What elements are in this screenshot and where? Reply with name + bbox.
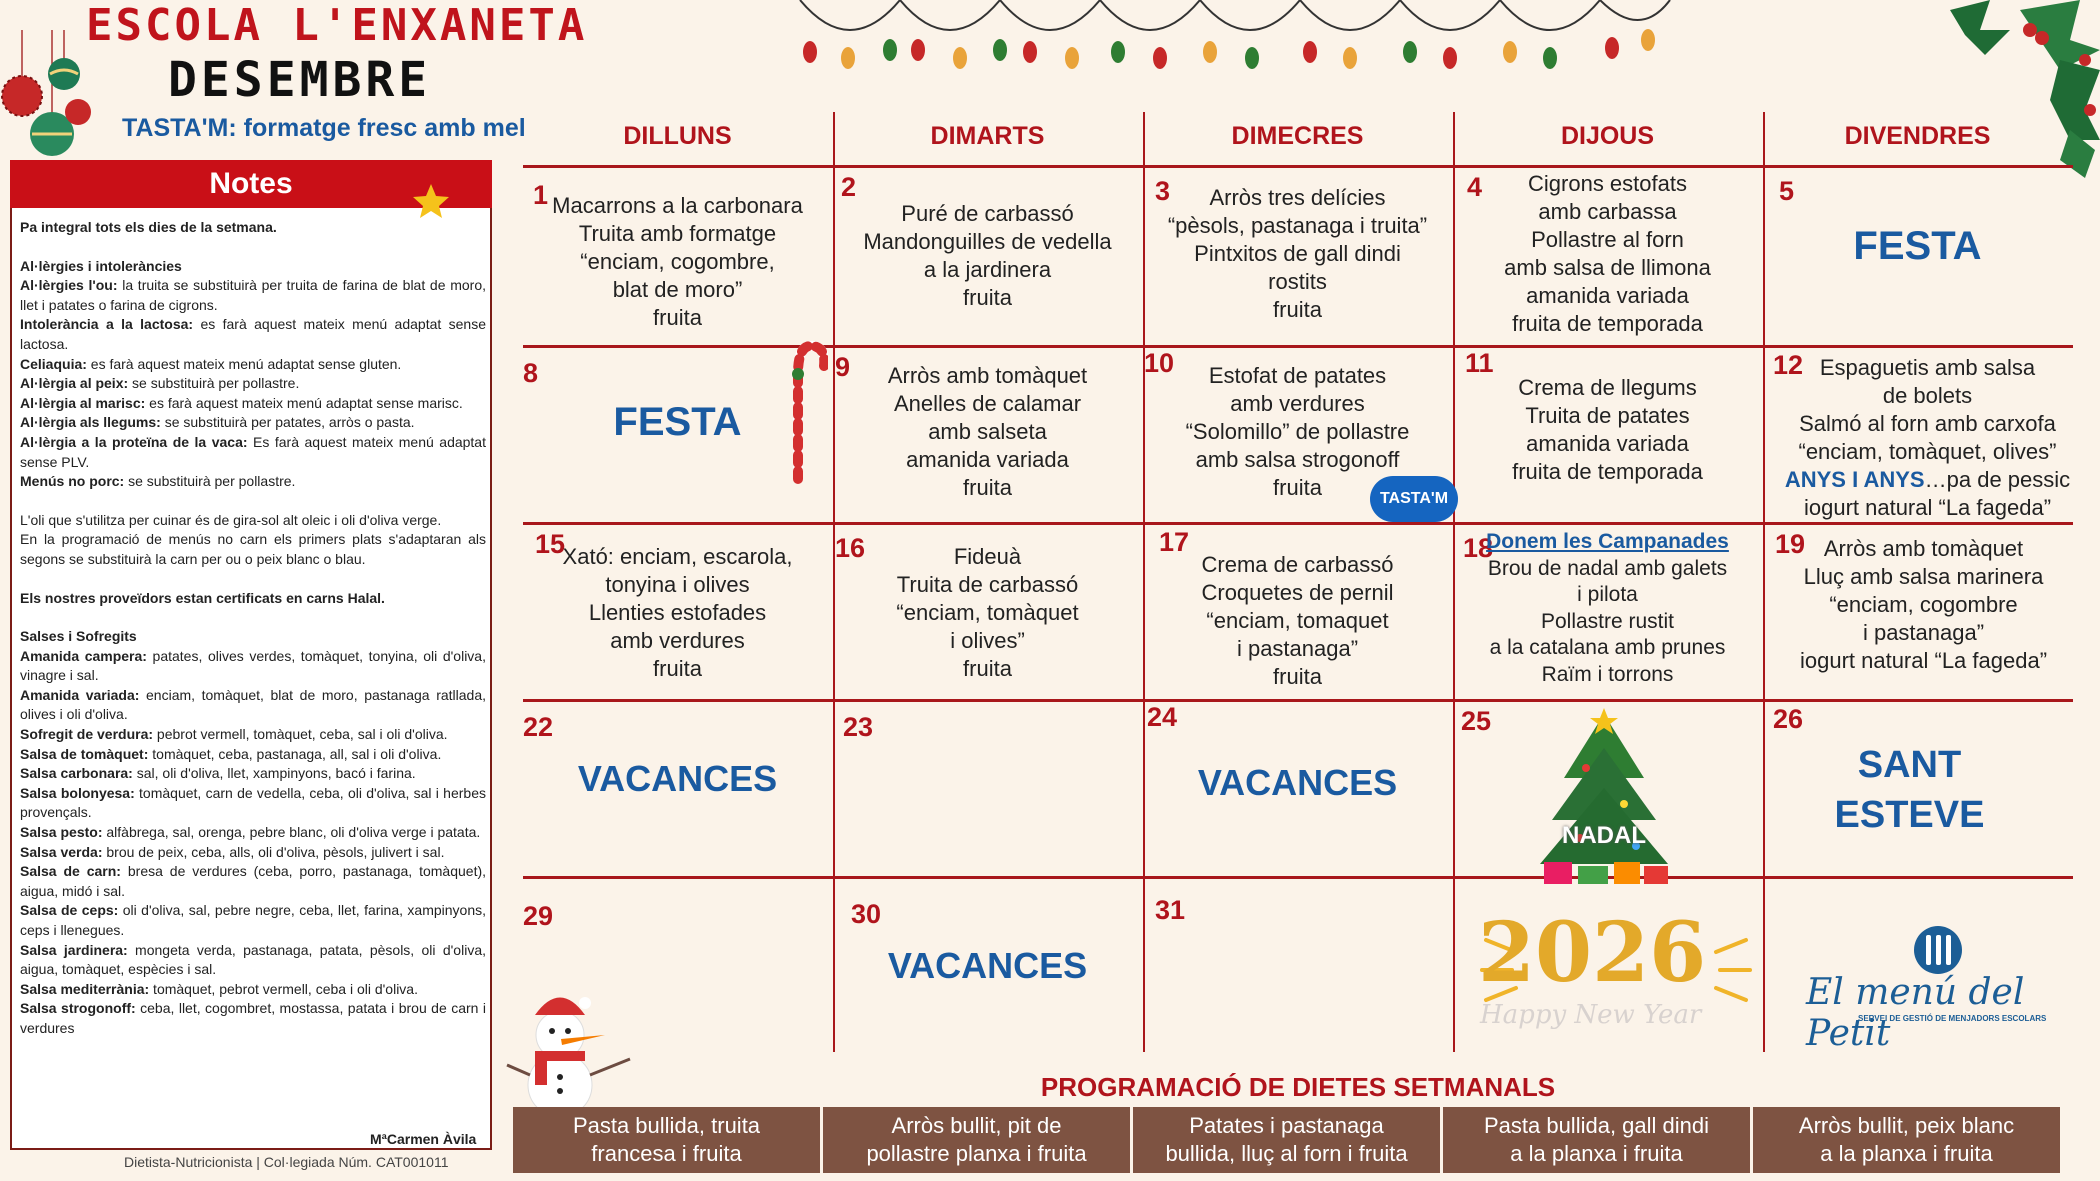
day-number: 24 [1147,702,1178,732]
sauce-value: pebrot vermell, tomàquet, ceba, sal i oli d'oliva. [153,726,448,743]
menu-line: “Solomillo” de pollastre [1185,419,1410,444]
menu-line: Puré de carbassó [901,201,1074,226]
day-number: 8 [523,358,539,388]
menu-line: Croquetes de pernil [1201,580,1394,605]
day-number: 12 [1773,350,1804,380]
sauce-key: Salsa carbonara: [20,765,133,782]
day-header-tuesday: DIMARTS [930,122,1045,150]
diet-line: a la planxa i fruita [1820,1141,1993,1166]
happy-new-year-label: Happy New Year [1480,1000,1702,1030]
note-value: es farà aquest mateix menú adaptat sense gluten. [86,355,402,372]
sauce-key: Salsa bolonyesa: [20,784,135,801]
note-key: Al·lèrgia als llegums: [20,414,161,431]
notes-no-meat: En la programació de menús no carn els primers plats s'adaptaran als segons se substituirà la carn per ou o peix blanc o blau. [20,531,486,567]
sauce-value: oli d'oliva, sal, pebre negre, ceba, llet, farina, xampinyons, ceps i llenegues. [20,902,487,938]
day-cell-9 [833,348,1142,524]
sauce-key: Salsa strogonoff: [20,1000,136,1017]
holiday-label: VACANCES [577,758,778,799]
note-key: Al·lèrgia a la proteïna de la vaca: [20,433,248,450]
menu-line: “pèsols, pastanaga i truita” [1167,213,1428,238]
menu-line: “enciam, tomàquet [896,600,1079,625]
menu-line: Mandonguilles de vedella [863,229,1112,254]
sauce-key: Salsa jardinera: [20,941,128,958]
menu-line: Cigrons estofats [1528,171,1687,196]
notes-body [20,218,486,1039]
day-menu [1453,529,1762,688]
day-header-friday: DIVENDRES [1844,122,1991,150]
menu-line: “enciam, cogombre, [580,249,775,274]
day-cell-17 [1143,525,1452,701]
day-menu [1769,535,2078,675]
month-title: DESEMBRE [168,52,432,108]
note-value: es farà aquest mateix menú adaptat sense marisc. [145,394,463,411]
menu-line: Truita de carbassó [896,572,1079,597]
day-number: 15 [535,529,566,559]
menu-line: Lluç amb salsa marinera [1803,564,2044,589]
holiday-label-line: SANT [1857,744,1962,786]
menu-line: Estofat de patates [1208,363,1387,388]
sauce-key: Salsa verda: [20,843,103,860]
day-number: 16 [835,533,866,563]
menu-line: amb salsa strogonoff [1195,447,1400,472]
day-menu [1453,374,1762,486]
dietista-credit: Dietista-Nutricionista | Col·legiada Núm. CAT001011 [124,1154,449,1170]
logo-subtitle: SERVEI DE GESTIÓ DE MENJADORS ESCOLARS [1858,1014,2047,1023]
birthday-label: ANYS I ANYS [1784,467,1925,492]
day-menu [523,192,832,332]
day-cell-19 [1763,525,2072,701]
menu-line: “enciam, tomaquet [1206,608,1389,633]
menu-line: “enciam, cogombre [1829,592,2018,617]
diet-line: Pasta bullida, truita [572,1113,761,1138]
menu-line: i pastanaga” [1862,620,1985,645]
note-key: Al·lèrgia al peix: [20,375,129,392]
menu-line: amanida variada [906,447,1069,472]
sauce-value: bresa de verdures (ceba, porro, pastanaga, tomàquet), aigua, midó i sal. [20,863,487,899]
allergies-title: Al·lèrgies i intoleràncies [20,257,182,274]
menu-line: fruita de temporada [1512,459,1703,484]
day-cell-4 [1453,168,1762,344]
day-cell-11 [1453,348,1762,524]
diet-monday [513,1107,820,1173]
day-number: 17 [1159,527,1190,557]
day-header-thursday: DIJOUS [1560,122,1655,150]
day-number: 22 [523,712,554,742]
day-menu [833,362,1142,502]
menu-line: fruita [963,656,1012,681]
day-number: 1 [533,180,549,210]
candy-cane-icon [768,334,828,484]
day-number: 18 [1463,533,1494,563]
cutlery-logo-icon [1910,925,1966,975]
day-cell-15 [523,525,832,701]
menu-line: Pollastre al forn [1531,227,1684,252]
day-cell-18 [1453,525,1762,701]
sauce-key: Salsa de carn: [20,863,121,880]
star-icon [412,182,450,220]
menu-line: i olives” [950,628,1025,653]
menu-line: Truita amb formatge [578,221,777,246]
diet-line: Arròs bullit, pit de [891,1113,1062,1138]
christmas-tree-icon [1524,708,1684,888]
day-cell-1 [523,168,832,344]
sauce-value: alfàbrega, sal, orenga, pebre blanc, oli d'oliva verge i patata. [102,824,481,841]
sauce-key: Sofregit de verdura: [20,726,154,743]
holiday-label: FESTA [613,400,742,444]
diet-line: a la planxa i fruita [1510,1141,1683,1166]
menu-line: amb salseta [928,419,1047,444]
event-title: Donem les Campanades [1486,530,1729,553]
day-number: 5 [1779,176,1795,206]
menu-line: a la jardinera [923,257,1052,282]
day-number: 31 [1155,895,1186,925]
tastam-text: TASTA'M: formatge fresc amb mel [122,114,526,142]
holiday-label [1755,740,2064,840]
holiday-label: VACANCES [887,945,1088,986]
diet-line: Pasta bullida, gall dindi [1483,1113,1710,1138]
note-key: Al·lèrgies l'ou: [20,277,118,294]
menu-line: blat de moro” [612,277,743,302]
sauce-key: Salsa de tomàquet: [20,745,149,762]
day-cell-26 [1763,702,2072,878]
day-number: 30 [851,899,882,929]
note-value: se substituirà per pollastre. [124,473,296,490]
menu-line: Fideuà [953,544,1022,569]
note-value: se substituirà per pollastre. [128,375,300,392]
day-menu [1143,551,1452,691]
diet-friday [1753,1107,2060,1173]
diet-line: francesa i fruita [591,1141,742,1166]
note-key: Celiaquia: [20,355,87,372]
day-cell-3 [1143,168,1452,344]
tastam-badge: TASTA'M [1370,476,1458,522]
day-number: 10 [1144,348,1175,378]
menu-line: Arròs tres delícies [1209,185,1386,210]
day-number: 4 [1467,172,1483,202]
menu-line: tonyina i olives [605,572,750,597]
day-number: 19 [1775,529,1806,559]
holiday-label: VACANCES [1197,762,1398,803]
christmas-label: NADAL [1562,822,1646,849]
diet-line: Patates i pastanaga [1189,1113,1384,1138]
menu-line: Espaguetis amb salsa [1819,355,2036,380]
day-cell-31 [1143,879,1452,1055]
sauce-key: Salsa mediterrània: [20,980,150,997]
menu-line: fruita [1273,297,1322,322]
menu-line: Arròs amb tomàquet [1823,536,2024,561]
sauce-value: patates, olives verdes, tomàquet, tonyina, oli d'oliva, vinagre i sal. [20,647,486,684]
signature: MªCarmen Àvila [370,1131,477,1147]
menu-line: amanida variada [1526,283,1689,308]
day-menu [833,200,1142,312]
note-value: se substituirà per patates, arròs o pasta. [160,414,415,431]
day-cell-29 [523,879,832,1055]
menu-line: a la catalana amb prunes [1489,636,1726,659]
menu-line: rostits [1268,269,1327,294]
menu-line: Crema de carbassó [1201,552,1394,577]
menu-line: fruita de temporada [1512,311,1703,336]
day-cell-16 [833,525,1142,701]
note-value: la truita se substituirà per truita de farina de blat de moro, llet i patates o farina de cigrons. [20,277,486,313]
notes-oil: L'oli que s'utilitza per cuinar és de gira-sol alt oleic i oli d'oliva verge. [20,511,442,528]
menu-line: Truita de patates [1525,403,1690,428]
day-menu [1143,184,1452,324]
menu-line: Salmó al forn amb carxofa [1799,411,2056,436]
logo-title: El menú del Petit [1806,972,2025,1054]
menu-line: Crema de llegums [1518,375,1697,400]
diet-tuesday [823,1107,1130,1173]
menu-line: amb verdures [1230,391,1365,416]
day-number: 11 [1465,348,1494,378]
diet-line: Arròs bullit, peix blanc [1798,1113,2015,1138]
day-header-monday: DILLUNS [623,122,732,150]
notes-line-bread: Pa integral tots els dies de la setmana. [20,219,277,235]
diet-thursday [1443,1107,1750,1173]
day-cell-30 [833,879,1142,1055]
day-cell-22 [523,702,832,878]
day-menu [1453,170,1762,338]
diet-wednesday [1133,1107,1440,1173]
menu-line: fruita [653,305,702,330]
day-cell-23 [833,702,1142,878]
day-number: 9 [835,352,851,382]
notes-halal: Els nostres proveïdors estan certificats en carns Halal. [20,589,385,606]
menu-line: iogurt natural “La fageda” [1803,495,2052,520]
menu-line: amb carbassa [1538,199,1677,224]
menu-line: “enciam, tomàquet, olives” [1798,439,2057,464]
menu-line: Raïm i torrons [1541,662,1674,686]
menu-line: fruita [1273,664,1322,689]
sauce-key: Amanida campera: [20,647,147,664]
menu-line: i pastanaga” [1236,636,1359,661]
diets-title: PROGRAMACIÓ DE DIETES SETMANALS [1040,1072,1556,1102]
sauce-value: enciam, tomàquet, blat de moro, pastanaga ratllada, olives i oli d'oliva. [20,686,486,723]
day-menu [1773,354,2082,522]
sauce-value: ceba, llet, cogombret, mostassa, patata i brou de carn i verdures [20,1000,486,1036]
day-cell-2 [833,168,1142,344]
note-value: Es farà aquest mateix menú adaptat sense PLV. [20,433,486,470]
christmas-lights-icon [790,0,1690,80]
day-number: 2 [841,172,857,202]
notes-title: Notes [10,160,492,208]
menu-line: Pintxitos de gall dindi [1194,241,1401,266]
day-number: 29 [523,901,554,931]
holiday-label-line: ESTEVE [1834,794,1985,836]
day-cell-24 [1143,702,1452,878]
day-menu [833,543,1142,683]
sauce-value: sal, oli d'oliva, llet, xampinyons, bacó i farina. [132,765,416,782]
sauce-key: Amanida variada: [20,686,140,703]
sauce-value: tomàquet, ceba, pastanaga, all, sal i oli d'oliva. [148,745,442,762]
diet-line: pollastre planxa i fruita [866,1141,1087,1166]
menu-line [1773,466,2082,494]
day-header-wednesday: DIMECRES [1231,122,1364,150]
note-key: Al·lèrgia al marisc: [20,394,146,411]
holiday-label: FESTA [1853,224,1982,268]
menu-line: iogurt natural “La fageda” [1799,648,2048,673]
day-number: 3 [1155,176,1171,206]
day-menu [523,543,832,683]
menu-line: fruita [963,475,1012,500]
note-key: Menús no porc: [20,473,125,490]
day-number: 23 [843,712,874,742]
menu-line: amb verdures [610,628,745,653]
note-key: Intolerància a la lactosa: [20,316,194,333]
sauce-value: tomàquet, carn de vedella, ceba, oli d'oliva, sal i herbes provençals. [20,784,486,821]
day-number: 26 [1773,704,1804,734]
new-year-label: 2026 [1478,905,1707,1001]
menu-line: Llenties estofades [588,600,767,625]
day-cell-5 [1763,168,2072,344]
sauce-key: Salsa pesto: [20,824,103,841]
menu-line: Brou de nadal amb galets [1487,556,1728,580]
day-number: 25 [1461,706,1492,736]
note-value: es farà aquest mateix menú adaptat sense lactosa. [20,316,487,352]
menu-line: Macarrons a la carbonara [552,193,803,218]
sauce-key: Salsa de ceps: [20,902,119,919]
holly-icon [1910,0,2100,180]
menu-line: Xató: enciam, escarola, [562,544,793,569]
menu-line: fruita [1273,475,1322,500]
diet-line: bullida, lluç al forn i fruita [1165,1141,1408,1166]
menu-line: Pollastre rustit [1540,609,1675,633]
sauces-title: Salses i Sofregits [20,628,137,645]
menu-line: de bolets [1882,383,1973,408]
menu-line: fruita [653,656,702,681]
day-cell-12 [1763,348,2072,524]
sauce-value: tomàquet, pebrot vermell, ceba i oli d'oliva. [149,980,418,997]
menu-line: amb salsa de llimona [1504,255,1711,280]
menu-line: fruita [963,285,1012,310]
school-title: ESCOLA L'ENXANETA [86,0,588,51]
sauce-value: mongeta verda, pastanaga, patata, pèsols, oli d'oliva, aigua, tomàquet, espècies i sal. [20,941,486,978]
menu-line: i pilota [1577,583,1638,606]
menu-line: amanida variada [1526,431,1689,456]
menu-line: Anelles de calamar [893,391,1082,416]
sauce-value: brou de peix, ceba, alls, oli d'oliva, pèsols, julivert i sal. [102,843,445,860]
menu-line: Arròs amb tomàquet [887,363,1088,388]
birthday-dessert: …pa de pessic [1924,467,2071,492]
